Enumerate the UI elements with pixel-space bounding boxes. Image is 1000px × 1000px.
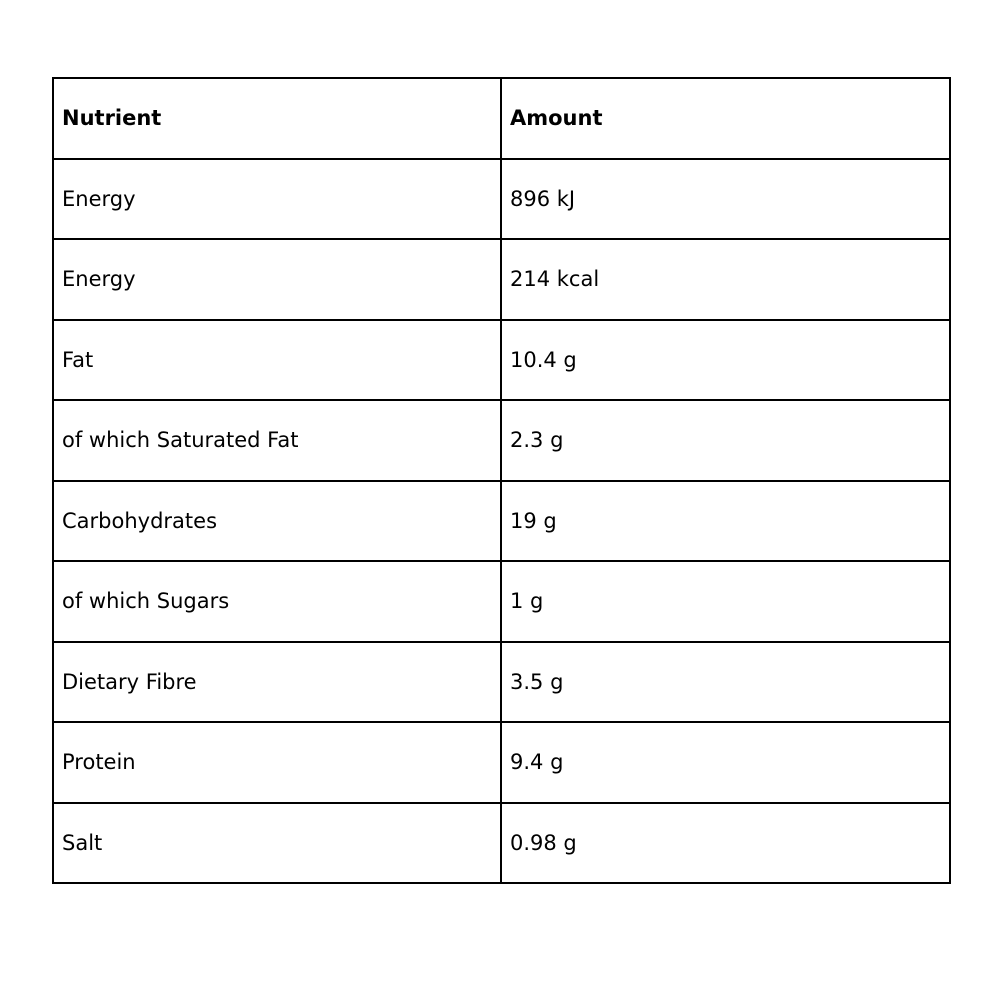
table-header-row — [53, 78, 950, 159]
header-amount: Amount — [501, 78, 950, 159]
nutrient-cell: of which Saturated Fat — [53, 400, 501, 481]
amount-cell: 10.4 g — [501, 320, 950, 401]
table-row — [53, 803, 950, 884]
nutrient-cell: Carbohydrates — [53, 481, 501, 562]
table-row — [53, 400, 950, 481]
nutrient-cell: Salt — [53, 803, 501, 884]
amount-cell: 9.4 g — [501, 722, 950, 803]
nutrition-table — [52, 77, 951, 884]
amount-cell: 896 kJ — [501, 159, 950, 240]
table-row — [53, 561, 950, 642]
nutrition-table-container — [52, 77, 949, 884]
amount-cell: 0.98 g — [501, 803, 950, 884]
nutrient-cell: Protein — [53, 722, 501, 803]
table-row — [53, 159, 950, 240]
nutrient-cell: of which Sugars — [53, 561, 501, 642]
amount-cell: 1 g — [501, 561, 950, 642]
header-nutrient: Nutrient — [53, 78, 501, 159]
table-row — [53, 642, 950, 723]
nutrient-cell: Energy — [53, 159, 501, 240]
table-row — [53, 239, 950, 320]
nutrient-cell: Energy — [53, 239, 501, 320]
amount-cell: 214 kcal — [501, 239, 950, 320]
amount-cell: 19 g — [501, 481, 950, 562]
table-row — [53, 481, 950, 562]
nutrient-cell: Dietary Fibre — [53, 642, 501, 723]
amount-cell: 2.3 g — [501, 400, 950, 481]
table-row — [53, 320, 950, 401]
nutrient-cell: Fat — [53, 320, 501, 401]
amount-cell: 3.5 g — [501, 642, 950, 723]
table-row — [53, 722, 950, 803]
